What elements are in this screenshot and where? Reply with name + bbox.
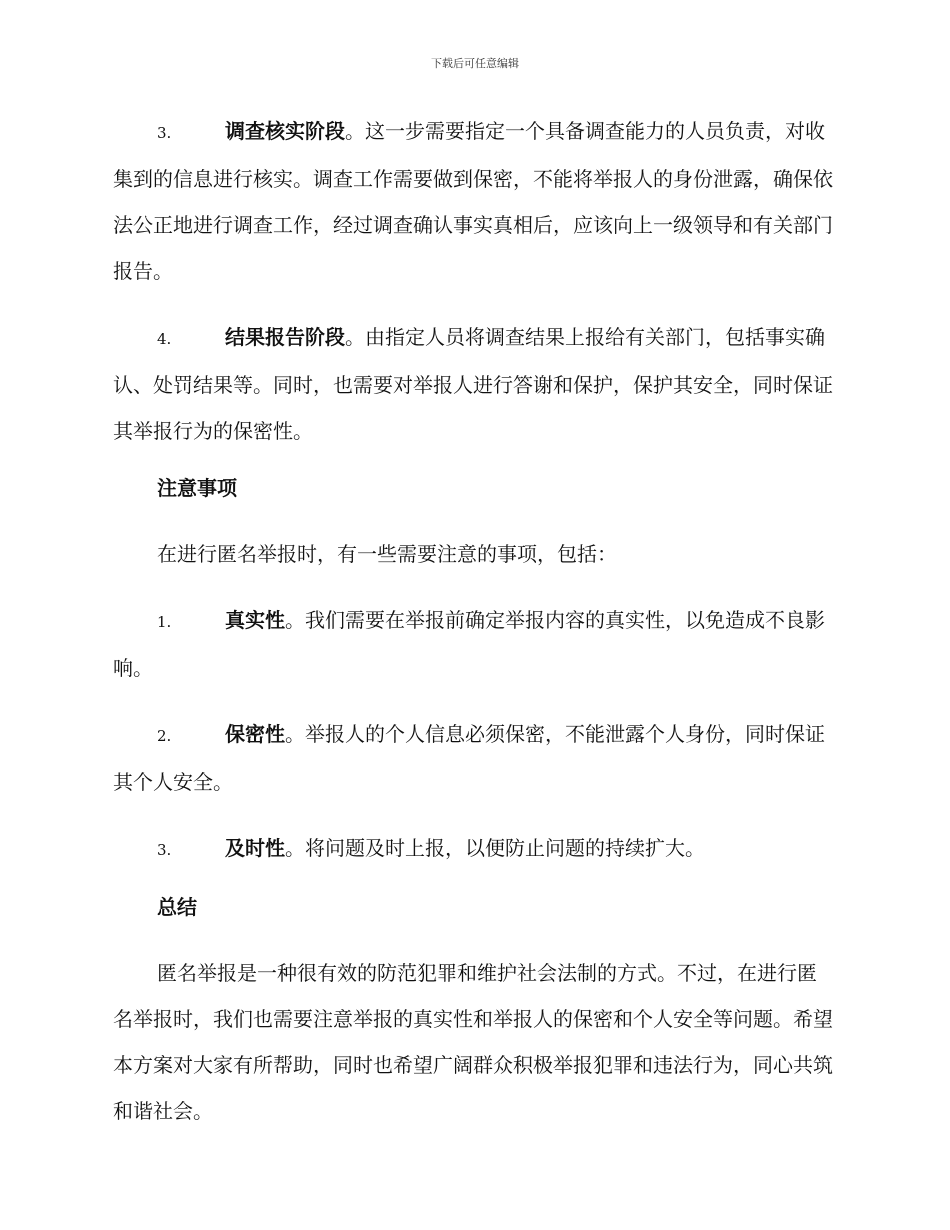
step-4-term: 结果报告阶段: [225, 325, 345, 349]
note-item-1-term: 真实性: [225, 608, 285, 632]
note-item-3-term: 及时性: [225, 836, 285, 860]
note-item-2-text: 。举报人的个人信息必须保密，不能泄露个人身份，同时保证其个人安全。: [113, 722, 825, 794]
note-item-1-text: 。我们需要在举报前确定举报内容的真实性，以免造成不良影响。: [113, 608, 825, 680]
step-3-paragraph: [113, 108, 835, 294]
document-body: [113, 108, 835, 1145]
notes-heading: 注意事项: [157, 476, 237, 500]
note-item-3-number: 3.: [157, 841, 172, 859]
summary-paragraph: 匿名举报是一种很有效的防范犯罪和维护社会法制的方式。不过，在进行匿名举报时，我们也需要注意举报的真实性和举报人的保密和个人安全等问题。希望本方案对大家有所帮助，同时也希望广阔群众积极举报犯罪和违法行为，同心共筑和谐社会。: [113, 961, 833, 1123]
note-item-2: [113, 711, 835, 805]
header-note: 下载后可任意编辑: [431, 57, 519, 70]
step-3-term: 调查核实阶段: [225, 119, 345, 143]
step-4-number: 4.: [157, 330, 172, 348]
step-3-number: 3.: [157, 124, 172, 142]
note-item-2-term: 保密性: [225, 722, 285, 746]
step-4-text: 。由指定人员将调查结果上报给有关部门，包括事实确认、处罚结果等。同时，也需要对举报人进行答谢和保护，保护其安全，同时保证其举报行为的保密性。: [113, 325, 833, 443]
notes-intro: 在进行匿名举报时，有一些需要注意的事项，包括：: [157, 542, 617, 566]
note-item-2-number: 2.: [157, 727, 172, 745]
step-4-paragraph: [113, 314, 835, 454]
step-3-text: 。这一步需要指定一个具备调查能力的人员负责，对收集到的信息进行核实。调查工作需要做到保密，不能将举报人的身份泄露，确保依法公正地进行调查工作，经过调查确认事实真相后，应该向上一级领导和有关部门报告。: [113, 119, 833, 283]
note-item-1-number: 1.: [157, 613, 172, 631]
note-item-3: [113, 825, 835, 873]
summary-heading: 总结: [157, 895, 197, 919]
note-item-1: [113, 597, 835, 691]
note-item-3-text: 。将问题及时上报，以便防止问题的持续扩大。: [285, 836, 705, 860]
